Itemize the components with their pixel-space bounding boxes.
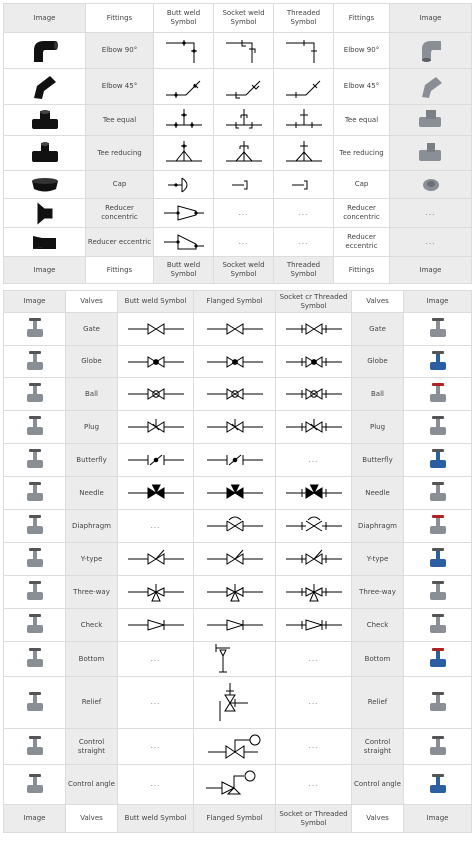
fitting-name: Reducer eccentric — [334, 228, 390, 257]
threeway-valve-symbol-socket-threaded — [276, 576, 352, 609]
valve-photo-right-icon — [404, 444, 472, 477]
redconc-socketweld-symbol: ... — [214, 199, 274, 228]
symbol-placeholder: ... — [276, 444, 352, 477]
redecc-threaded-symbol: ... — [274, 228, 334, 257]
valve-photo-right-icon — [404, 346, 472, 378]
symbol-placeholder: ... — [118, 729, 194, 765]
valve-name: Globe — [352, 346, 404, 378]
valve-name: Three-way — [352, 576, 404, 609]
steel-elbow-90-icon — [390, 33, 472, 69]
fitting-image-placeholder: ... — [390, 228, 472, 257]
globe-valve-symbol-buttweld — [118, 346, 194, 378]
valve-name: Control straight — [66, 729, 118, 765]
valves-footer-row — [4, 805, 472, 833]
valve-name: Ball — [352, 378, 404, 411]
valves-footer-valves-left: Valves — [66, 805, 118, 833]
valves-header-buttweld: Butt weld Symbol — [118, 291, 194, 313]
valve-photo-left-icon — [4, 642, 66, 677]
valves-header-flanged: Flanged Symbol — [194, 291, 276, 313]
relief-valve-symbol-flanged — [194, 677, 276, 729]
black-elbow-90-icon — [4, 33, 86, 69]
valve-name: Butterfly — [352, 444, 404, 477]
fittings-header-fittings-right: Fittings — [334, 4, 390, 33]
fitting-row-reducer-eccentric — [4, 228, 472, 257]
valve-photo-left-icon — [4, 765, 66, 805]
valve-name: Y-type — [352, 543, 404, 576]
symbol-placeholder: ... — [118, 510, 194, 543]
valve-photo-right-icon — [404, 729, 472, 765]
valve-photo-right-icon — [404, 576, 472, 609]
valve-name: Gate — [352, 313, 404, 346]
valve-name: Bottom — [352, 642, 404, 677]
valves-header-valves-right: Valves — [352, 291, 404, 313]
valve-name: Relief — [66, 677, 118, 729]
elbow90-buttweld-symbol — [154, 33, 214, 69]
valve-row-needle — [4, 477, 472, 510]
valve-name: Diaphragm — [352, 510, 404, 543]
tee-socketweld-symbol — [214, 105, 274, 136]
valve-photo-right-icon — [404, 609, 472, 642]
valves-table — [3, 290, 472, 833]
threeway-valve-symbol-buttweld — [118, 576, 194, 609]
redconc-buttweld-symbol — [154, 199, 214, 228]
gate-valve-symbol-buttweld — [118, 313, 194, 346]
cap-threaded-symbol — [274, 171, 334, 199]
black-reducer-eccentric-icon — [4, 228, 86, 257]
globe-valve-symbol-socket-threaded — [276, 346, 352, 378]
valve-row-y-type — [4, 543, 472, 576]
redconc-threaded-symbol: ... — [274, 199, 334, 228]
valve-name: Control straight — [352, 729, 404, 765]
fitting-name: Tee equal — [334, 105, 390, 136]
butterfly-valve-symbol-buttweld — [118, 444, 194, 477]
valve-row-gate — [4, 313, 472, 346]
valve-name: Gate — [66, 313, 118, 346]
symbol-placeholder: ... — [118, 765, 194, 805]
fitting-name: Reducer concentric — [334, 199, 390, 228]
valves-header-valves-left: Valves — [66, 291, 118, 313]
bottom-valve-symbol-flanged — [194, 642, 276, 677]
fitting-name: Cap — [86, 171, 154, 199]
cap-socketweld-symbol — [214, 171, 274, 199]
fitting-row-cap — [4, 171, 472, 199]
valve-name: Ball — [66, 378, 118, 411]
valve-row-bottom — [4, 642, 472, 677]
fitting-row-elbow45 — [4, 69, 472, 105]
valve-photo-left-icon — [4, 576, 66, 609]
fitting-row-tee-equal — [4, 105, 472, 136]
valve-photo-left-icon — [4, 729, 66, 765]
valve-photo-right-icon — [404, 677, 472, 729]
black-reducer-concentric-icon — [4, 199, 86, 228]
fittings-footer-socketweld: Socket weld Symbol — [214, 257, 274, 284]
fittings-header-threaded: Threaded Symbol — [274, 4, 334, 33]
valve-name: Plug — [352, 411, 404, 444]
needle-valve-symbol-socket-threaded — [276, 477, 352, 510]
valves-footer-image-left: Image — [4, 805, 66, 833]
symbol-placeholder: ... — [118, 642, 194, 677]
fitting-name: Tee equal — [86, 105, 154, 136]
valves-footer-flanged: Flanged Symbol — [194, 805, 276, 833]
gate-valve-symbol-socket-threaded — [276, 313, 352, 346]
valve-name: Bottom — [66, 642, 118, 677]
valve-photo-left-icon — [4, 378, 66, 411]
tee-threaded-symbol — [274, 105, 334, 136]
valve-row-diaphragm — [4, 510, 472, 543]
ball-valve-symbol-socket-threaded — [276, 378, 352, 411]
check-valve-symbol-buttweld — [118, 609, 194, 642]
valve-name: Check — [352, 609, 404, 642]
valve-row-globe — [4, 346, 472, 378]
valve-name: Control angle — [352, 765, 404, 805]
valve-photo-right-icon — [404, 313, 472, 346]
controlstraight-valve-symbol-flanged — [194, 729, 276, 765]
black-cap-icon — [4, 171, 86, 199]
ytype-valve-symbol-socket-threaded — [276, 543, 352, 576]
valve-photo-left-icon — [4, 477, 66, 510]
valve-row-control-angle — [4, 765, 472, 805]
steel-tee-icon — [390, 105, 472, 136]
needle-valve-symbol-buttweld — [118, 477, 194, 510]
fitting-name: Cap — [334, 171, 390, 199]
valve-name: Needle — [352, 477, 404, 510]
valve-photo-right-icon — [404, 642, 472, 677]
fittings-footer-image-right: Image — [390, 257, 472, 284]
valve-row-check — [4, 609, 472, 642]
valve-photo-left-icon — [4, 444, 66, 477]
symbol-placeholder: ... — [276, 642, 352, 677]
fittings-header-image-right: Image — [390, 4, 472, 33]
fittings-footer-fittings-right: Fittings — [334, 257, 390, 284]
valve-row-ball — [4, 378, 472, 411]
valves-footer-valves-right: Valves — [352, 805, 404, 833]
fitting-name: Reducer eccentric — [86, 228, 154, 257]
fitting-name: Reducer concentric — [86, 199, 154, 228]
teered-buttweld-symbol — [154, 136, 214, 171]
threeway-valve-symbol-flanged — [194, 576, 276, 609]
ytype-valve-symbol-flanged — [194, 543, 276, 576]
fittings-footer-fittings-left: Fittings — [86, 257, 154, 284]
valve-photo-right-icon — [404, 477, 472, 510]
fittings-header-fittings-left: Fittings — [86, 4, 154, 33]
valve-name: Plug — [66, 411, 118, 444]
symbol-placeholder: ... — [276, 765, 352, 805]
fitting-name: Elbow 90° — [334, 33, 390, 69]
diaphragm-valve-symbol-socket-threaded — [276, 510, 352, 543]
valve-name: Butterfly — [66, 444, 118, 477]
controlangle-valve-symbol-flanged — [194, 765, 276, 805]
fitting-name: Tee reducing — [334, 136, 390, 171]
valve-name: Y-type — [66, 543, 118, 576]
symbol-placeholder: ... — [276, 729, 352, 765]
valve-photo-right-icon — [404, 378, 472, 411]
fittings-footer-threaded: Threaded Symbol — [274, 257, 334, 284]
valve-name: Globe — [66, 346, 118, 378]
valve-photo-left-icon — [4, 510, 66, 543]
cap-buttweld-symbol — [154, 171, 214, 199]
elbow90-socketweld-symbol — [214, 33, 274, 69]
redecc-buttweld-symbol — [154, 228, 214, 257]
valve-name: Three-way — [66, 576, 118, 609]
symbol-placeholder: ... — [118, 677, 194, 729]
valves-header-socket-threaded: Socket cr Threaded Symbol — [276, 291, 352, 313]
teered-threaded-symbol — [274, 136, 334, 171]
valves-header-row — [4, 291, 472, 313]
valve-photo-right-icon — [404, 765, 472, 805]
valves-header-image-right: Image — [404, 291, 472, 313]
valve-row-control-straight — [4, 729, 472, 765]
diaphragm-valve-symbol-flanged — [194, 510, 276, 543]
ball-valve-symbol-buttweld — [118, 378, 194, 411]
valve-photo-left-icon — [4, 313, 66, 346]
globe-valve-symbol-flanged — [194, 346, 276, 378]
steel-elbow-45-icon — [390, 69, 472, 105]
fittings-footer-row — [4, 257, 472, 284]
fitting-row-tee-reducing — [4, 136, 472, 171]
valves-footer-socket-threaded: Socket or Threaded Symbol — [276, 805, 352, 833]
steel-tee-reducing-icon — [390, 136, 472, 171]
valves-footer-buttweld: Butt weld Symbol — [118, 805, 194, 833]
fittings-header-socketweld: Socket weld Symbol — [214, 4, 274, 33]
fittings-header-row — [4, 4, 472, 33]
valve-photo-left-icon — [4, 609, 66, 642]
fitting-name: Elbow 45° — [334, 69, 390, 105]
teered-socketweld-symbol — [214, 136, 274, 171]
fitting-name: Elbow 45° — [86, 69, 154, 105]
valve-row-relief — [4, 677, 472, 729]
valve-photo-left-icon — [4, 677, 66, 729]
fitting-name: Elbow 90° — [86, 33, 154, 69]
black-tee-reducing-icon — [4, 136, 86, 171]
gate-valve-symbol-flanged — [194, 313, 276, 346]
fittings-footer-buttweld: Butt weld Symbol — [154, 257, 214, 284]
valve-row-three-way — [4, 576, 472, 609]
elbow90-threaded-symbol — [274, 33, 334, 69]
black-elbow-45-icon — [4, 69, 86, 105]
valve-photo-left-icon — [4, 411, 66, 444]
elbow45-socketweld-symbol — [214, 69, 274, 105]
fittings-header-buttweld: Butt weld Symbol — [154, 4, 214, 33]
fitting-image-placeholder: ... — [390, 199, 472, 228]
plug-valve-symbol-buttweld — [118, 411, 194, 444]
butterfly-valve-symbol-flanged — [194, 444, 276, 477]
check-valve-symbol-socket-threaded — [276, 609, 352, 642]
plug-valve-symbol-socket-threaded — [276, 411, 352, 444]
valve-name: Check — [66, 609, 118, 642]
elbow45-threaded-symbol — [274, 69, 334, 105]
valve-row-butterfly — [4, 444, 472, 477]
redecc-socketweld-symbol: ... — [214, 228, 274, 257]
ball-valve-symbol-flanged — [194, 378, 276, 411]
valve-name: Relief — [352, 677, 404, 729]
valve-photo-left-icon — [4, 346, 66, 378]
valves-footer-image-right: Image — [404, 805, 472, 833]
check-valve-symbol-flanged — [194, 609, 276, 642]
fitting-name: Tee reducing — [86, 136, 154, 171]
black-tee-icon — [4, 105, 86, 136]
needle-valve-symbol-flanged — [194, 477, 276, 510]
fittings-header-image-left: Image — [4, 4, 86, 33]
fittings-table — [3, 3, 472, 284]
elbow45-buttweld-symbol — [154, 69, 214, 105]
valve-photo-right-icon — [404, 411, 472, 444]
symbol-placeholder: ... — [276, 677, 352, 729]
valve-name: Needle — [66, 477, 118, 510]
valve-photo-left-icon — [4, 543, 66, 576]
fitting-row-elbow90 — [4, 33, 472, 69]
plug-valve-symbol-flanged — [194, 411, 276, 444]
valve-name: Control angle — [66, 765, 118, 805]
steel-cap-icon — [390, 171, 472, 199]
ytype-valve-symbol-buttweld — [118, 543, 194, 576]
fitting-row-reducer-concentric — [4, 199, 472, 228]
tee-buttweld-symbol — [154, 105, 214, 136]
valves-header-image-left: Image — [4, 291, 66, 313]
valve-name: Diaphragm — [66, 510, 118, 543]
fittings-footer-image-left: Image — [4, 257, 86, 284]
valve-row-plug — [4, 411, 472, 444]
valve-photo-right-icon — [404, 510, 472, 543]
valve-photo-right-icon — [404, 543, 472, 576]
